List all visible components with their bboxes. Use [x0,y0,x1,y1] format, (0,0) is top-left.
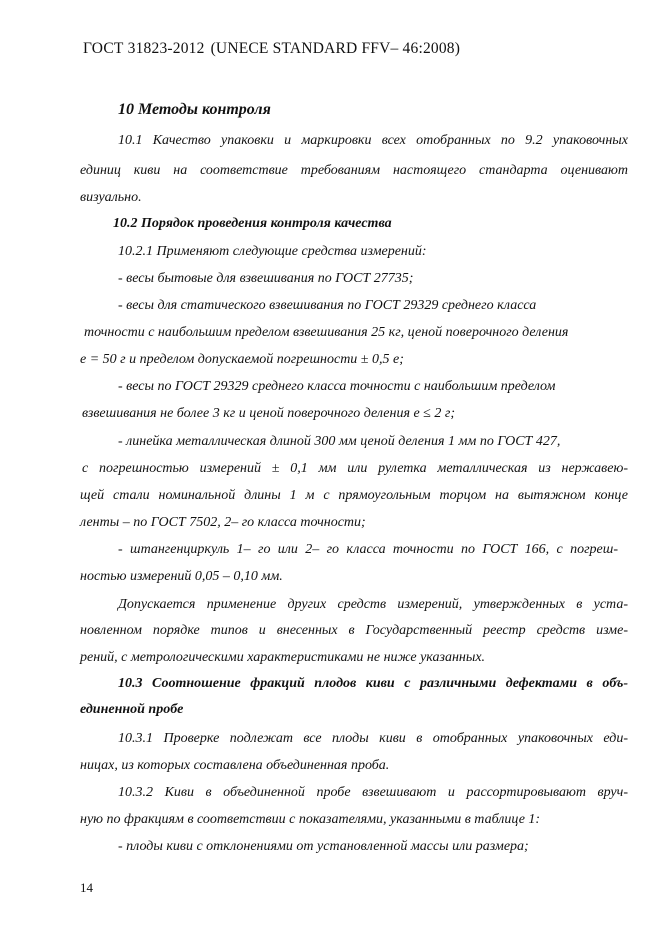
paragraph-line: новленном порядке типов и внесенных в Государственный реестр средств изме- [80,623,628,638]
list-item-continuation: с погрешностью измерений ± 0,1 мм или рулетка металлическая из нержавею- [82,461,628,476]
paragraph-line: 10.3.2 Киви в объединенной пробе взвешивают и рассортировывают вруч- [118,785,628,800]
paragraph-line: единиц киви на соответствие требованиям настоящего стандарта оценивают [80,163,628,178]
paragraph-line: Допускается применение других средств измерений, утвержденных в уста- [118,597,628,612]
page-header [83,40,460,58]
paragraph-line: ницах, из которых составлена объединенная проба. [80,758,390,773]
list-item-continuation: ленты – по ГОСТ 7502, 2– го класса точности; [80,515,366,530]
list-item: - плоды киви с отклонениями от установленной массы или размера; [118,839,529,854]
paragraph-line: ную по фракциям в соответствии с показателями, указанными в таблице 1: [80,812,541,827]
subsection-title: 10.2 Порядок проведения контроля качества [113,216,392,231]
list-item: - штангенциркуль 1– го или 2– го класса точности по ГОСТ 166, с погреш- [118,542,618,557]
list-item: - весы по ГОСТ 29329 среднего класса точности с наибольшим пределом [118,379,556,394]
paragraph-line: 10.1 Качество упаковки и маркировки всех отобранных по 9.2 упаковочных [118,133,628,148]
subsection-title: 10.3 Соотношение фракций плодов киви с различными дефектами в объ- [118,676,628,691]
list-item-continuation: взвешивания не более 3 кг и ценой поверочного деления е ≤ 2 г; [82,406,455,421]
subsection-title-continuation: единенной пробе [80,702,184,717]
paragraph-line: визуально. [80,190,142,205]
section-title: 10 Методы контроля [118,101,271,118]
list-item-continuation: ностью измерений 0,05 – 0,10 мм. [80,569,283,584]
list-item: - линейка металлическая длиной 300 мм ценой деления 1 мм по ГОСТ 427, [118,434,561,449]
paragraph-line: 10.2.1 Применяют следующие средства измерений: [118,244,427,259]
paragraph-line: 10.3.1 Проверке подлежат все плоды киви в отобранных упаковочных еди- [118,731,628,746]
list-item-continuation: щей стали номинальной длины 1 м с прямоугольным торцом на вытяжном конце [80,488,628,503]
paragraph-line: рений, с метрологическими характеристиками не ниже указанных. [80,650,486,665]
unece-standard: (UNECE STANDARD FFV– 46:2008) [210,40,461,57]
page-number: 14 [80,880,93,895]
list-item: - весы бытовые для взвешивания по ГОСТ 27735; [118,271,414,286]
gost-number: ГОСТ 31823-2012 [83,40,205,57]
list-item-continuation: е = 50 г и пределом допускаемой погрешности ± 0,5 е; [80,352,404,367]
list-item: - весы для статического взвешивания по ГОСТ 29329 среднего класса [118,298,537,313]
list-item-continuation: точности с наибольшим пределом взвешивания 25 кг, ценой поверочного деления [84,325,569,340]
